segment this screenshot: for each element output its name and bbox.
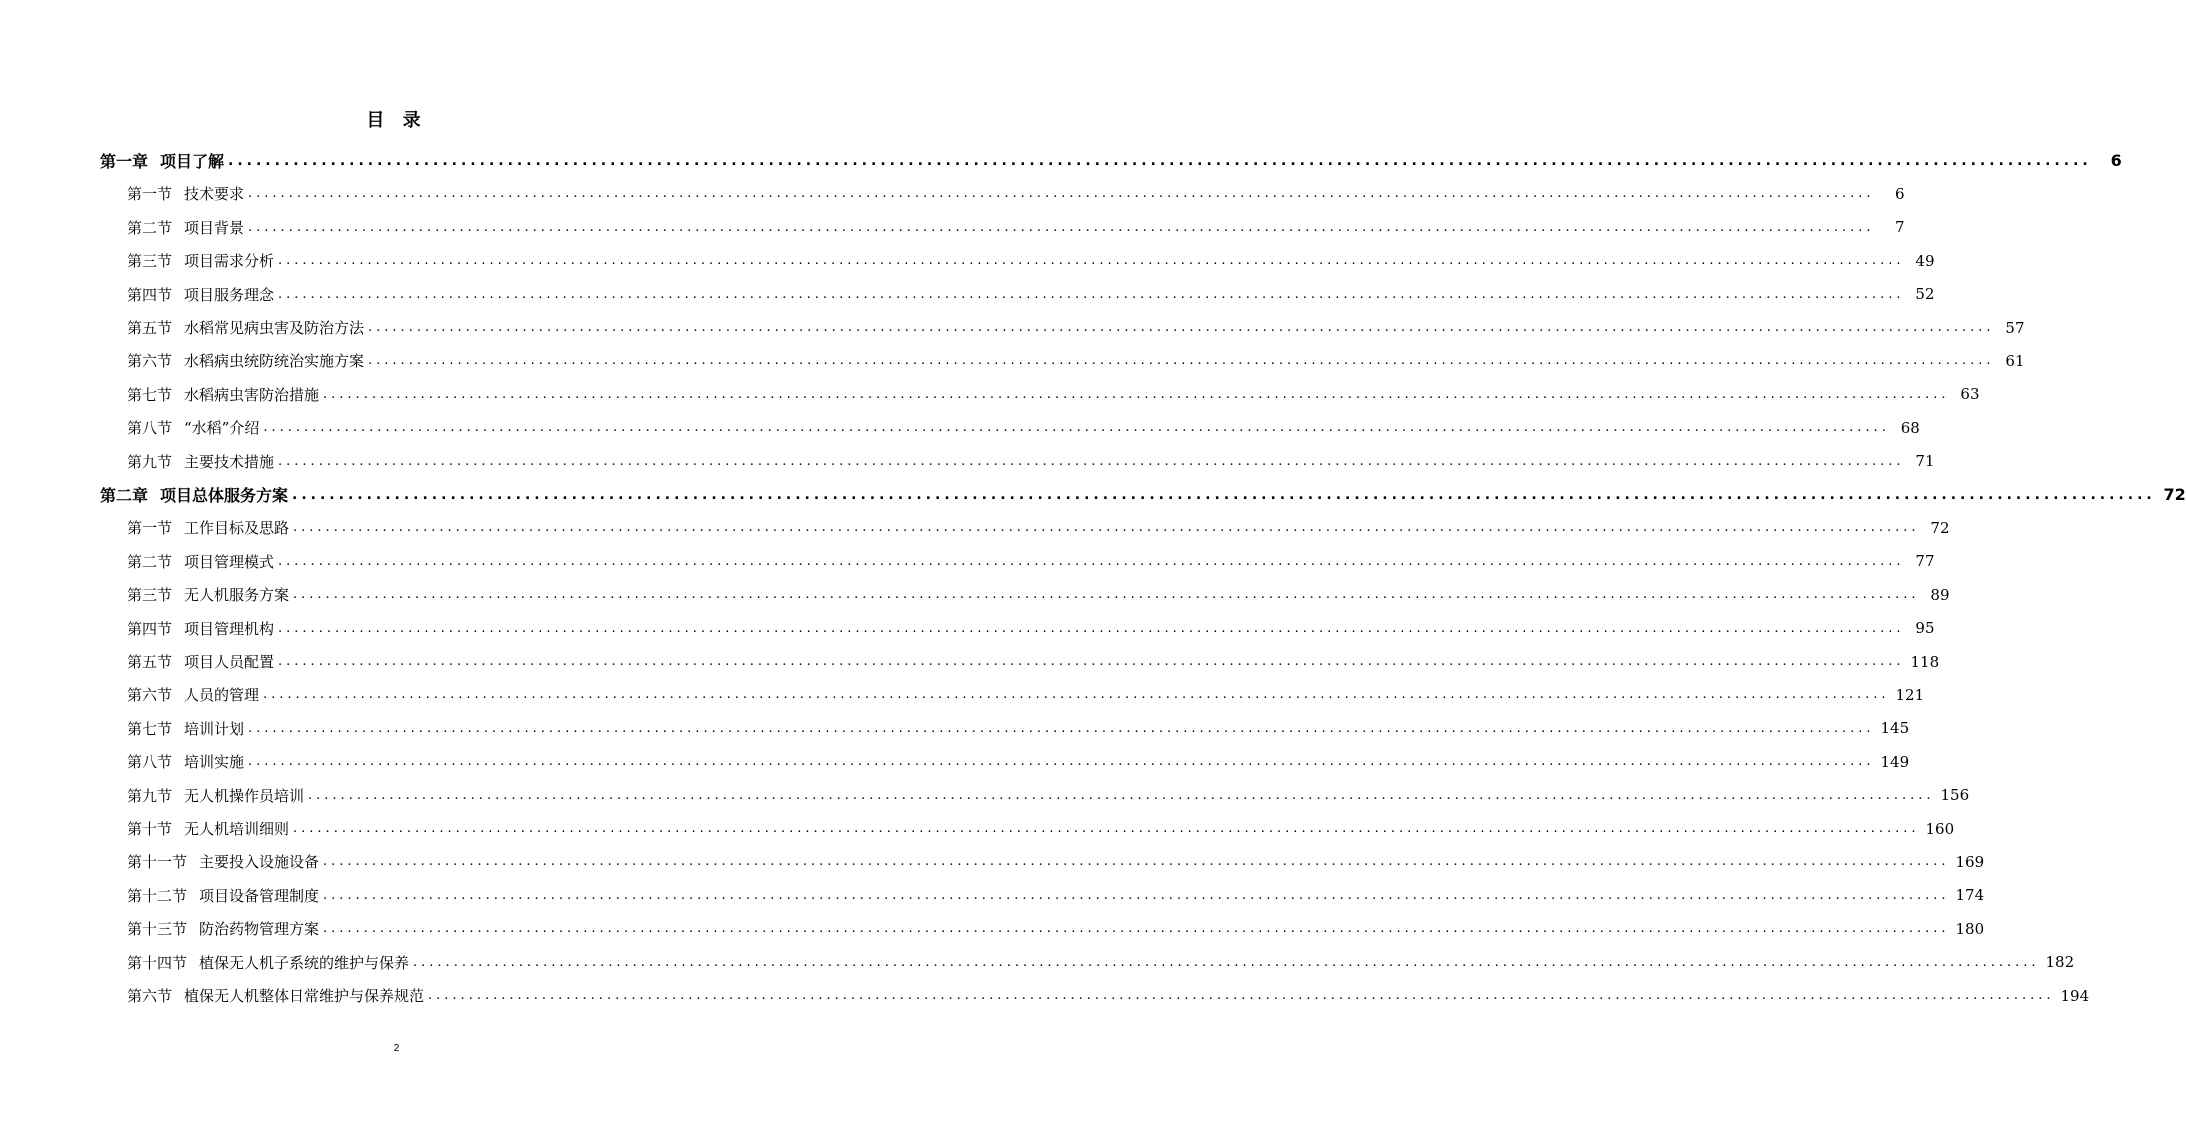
toc-dot-leader: ........................................................................................................................................................................................................	[293, 821, 1920, 836]
toc-entry-title: 主要投入设施设备	[199, 853, 320, 872]
toc-page-number: 49	[1915, 251, 1935, 270]
toc-page-number: 194	[2060, 986, 2090, 1005]
toc-entry-number: 第七节	[127, 719, 173, 738]
toc-section-entry[interactable]	[127, 645, 1940, 678]
toc-section-entry[interactable]	[127, 745, 1910, 778]
toc-entry-title: 项目管理模式	[184, 552, 275, 571]
toc-dot-leader: ........................................................................................................................................................................................................	[368, 353, 1995, 369]
toc-entry-number: 第十二节	[127, 886, 188, 905]
toc-entry-number: 第三节	[127, 252, 173, 271]
toc-section-entry[interactable]	[127, 211, 1905, 244]
toc-section-entry[interactable]	[127, 979, 2090, 1012]
toc-entry-title: 植保无人机整体日常维护与保养规范	[184, 987, 425, 1005]
toc-entry-number: 第一节	[127, 519, 173, 538]
toc-entry-title: 项目管理机构	[184, 619, 275, 638]
toc-section-entry[interactable]	[127, 545, 1935, 578]
toc-page-number: 182	[2045, 953, 2075, 972]
toc-entry-number: 第二节	[127, 552, 173, 571]
toc-entry-number: 第二节	[127, 218, 173, 237]
toc-page-number: 57	[2005, 318, 2025, 337]
toc-dot-leader: ........................................................................................................................................................................................................	[278, 253, 1905, 269]
toc-dot-leader: ........................................................................................................................................................................................................	[278, 286, 1905, 302]
toc-entry-number: 第八节	[127, 753, 173, 772]
toc-section-entry[interactable]	[127, 344, 2025, 377]
toc-page-number: 6	[1894, 184, 1905, 203]
toc-chapter-entry[interactable]	[100, 478, 2186, 511]
toc-section-entry[interactable]	[127, 678, 1925, 711]
toc-page-number: 156	[1940, 786, 1970, 805]
toc-section-entry[interactable]	[127, 812, 1955, 845]
toc-entry-number: 第九节	[127, 786, 173, 805]
toc-section-entry[interactable]	[127, 712, 1910, 745]
toc-entry-number: 第五节	[127, 319, 173, 337]
toc-page-number: 149	[1880, 752, 1910, 771]
toc-entry-title: “水稻”介绍	[184, 419, 260, 438]
toc-page-number: 89	[1930, 585, 1950, 604]
toc-entry-title: 植保无人机子系统的维护与保养	[199, 953, 410, 972]
toc-dot-leader: ........................................................................................................................................................................................................	[368, 320, 1995, 335]
toc-entry-number: 第十三节	[127, 920, 188, 939]
toc-entry-number: 第六节	[127, 987, 173, 1005]
toc-section-entry[interactable]	[127, 411, 1920, 444]
toc-entry-number: 第四节	[127, 619, 173, 638]
toc-section-entry[interactable]	[127, 278, 1935, 311]
toc-dot-leader: ........................................................................................................................................................................................................	[413, 954, 2040, 970]
toc-section-entry[interactable]	[127, 612, 1935, 645]
toc-entry-title: 无人机服务方案	[184, 586, 290, 605]
toc-section-entry[interactable]	[127, 578, 1950, 611]
toc-dot-leader: ........................................................................................................................................................................................................	[428, 988, 2055, 1003]
page-number: 2	[393, 1043, 400, 1054]
toc-dot-leader: ........................................................................................................................................................................................................	[278, 553, 1905, 569]
toc-page-number: 77	[1915, 552, 1935, 571]
toc-dot-leader: ........................................................................................................................................................................................................	[308, 787, 1935, 803]
toc-entry-number: 第一章	[100, 152, 149, 171]
toc-entry-title: 项目了解	[160, 152, 225, 171]
toc-dot-leader: ........................................................................................................................................................................................................	[263, 420, 1890, 436]
toc-section-entry[interactable]	[127, 244, 1935, 277]
toc-entry-number: 第五节	[127, 653, 173, 671]
toc-entry-number: 第十节	[127, 820, 173, 838]
toc-dot-leader: ........................................................................................................................................................................................................	[293, 587, 1920, 603]
toc-section-entry[interactable]	[127, 511, 1950, 544]
toc-dot-leader: ........................................................................................................................................................................................................	[278, 654, 1905, 669]
toc-entry-title: 项目人员配置	[184, 653, 275, 671]
toc-entry-title: 项目服务理念	[184, 285, 275, 304]
toc-entry-title: 项目背景	[184, 218, 245, 237]
toc-entry-title: 人员的管理	[184, 686, 260, 705]
toc-section-entry[interactable]	[127, 912, 1985, 945]
toc-chapter-entry[interactable]	[100, 144, 2122, 177]
toc-entry-title: 水稻病虫统防统治实施方案	[184, 352, 365, 371]
toc-entry-number: 第六节	[127, 686, 173, 705]
toc-entry-title: 项目总体服务方案	[160, 486, 289, 505]
toc-entry-title: 项目设备管理制度	[199, 886, 320, 905]
toc-section-entry[interactable]	[127, 946, 2075, 979]
toc-page-number: 95	[1915, 619, 1935, 638]
toc-entry-title: 无人机培训细则	[184, 820, 290, 838]
toc-section-entry[interactable]	[127, 445, 1935, 478]
toc-entry-title: 水稻病虫害防治措施	[184, 385, 320, 404]
toc-page-number: 6	[2110, 151, 2122, 170]
toc-entry-number: 第二章	[100, 486, 149, 505]
toc-section-entry[interactable]	[127, 177, 1905, 210]
toc-page-number: 52	[1915, 285, 1935, 304]
toc-dot-leader: ........................................................................................................................................................................................................	[263, 687, 1890, 703]
toc-dot-leader: ........................................................................................................................................................................................................	[248, 720, 1875, 736]
toc-section-entry[interactable]	[127, 845, 1985, 878]
toc-dot-leader: ........................................................................................................................................................................................................	[323, 887, 1950, 903]
toc-entry-number: 第十四节	[127, 953, 188, 972]
toc-page-number: 61	[2005, 351, 2025, 370]
toc-page-number: 63	[1960, 385, 1980, 404]
toc-entry-title: 技术要求	[184, 185, 245, 204]
toc-section-entry[interactable]	[127, 378, 1980, 411]
toc-entry-number: 第六节	[127, 352, 173, 371]
toc-entry-title: 主要技术措施	[184, 452, 275, 471]
toc-dot-leader: ........................................................................................................................................................................................................	[248, 219, 1875, 235]
toc-entry-title: 培训计划	[184, 719, 245, 738]
toc-page-number: 72	[2163, 485, 2186, 504]
toc-dot-leader: ........................................................................................................................................................................................................	[323, 386, 1950, 402]
toc-entry-title: 无人机操作员培训	[184, 786, 305, 805]
toc-dot-leader: ........................................................................................................................................................................................................	[248, 186, 1875, 202]
toc-page-number: 160	[1925, 819, 1955, 838]
toc-page-number: 72	[1930, 518, 1950, 537]
toc-entry-title: 防治药物管理方案	[199, 920, 320, 939]
toc-entry-number: 第九节	[127, 452, 173, 471]
toc-page-number: 180	[1955, 919, 1985, 938]
toc-page-number: 174	[1955, 886, 1985, 905]
toc-page-number: 68	[1900, 418, 1920, 437]
toc-dot-leader: ........................................................................................................................................................................................................	[248, 754, 1875, 770]
toc-entry-title: 培训实施	[184, 753, 245, 772]
toc-page-number: 169	[1955, 852, 1985, 871]
toc-page-number: 7	[1894, 218, 1905, 237]
toc-entry-number: 第八节	[127, 419, 173, 438]
toc-entry-number: 第一节	[127, 185, 173, 204]
toc-page-number: 121	[1895, 685, 1925, 704]
toc-section-entry[interactable]	[127, 311, 2025, 344]
toc-page-number: 145	[1880, 719, 1910, 738]
toc-section-entry[interactable]	[127, 879, 1985, 912]
toc-dot-leader: ........................................................................................................................................................................................................	[292, 486, 2156, 503]
toc-dot-leader: ........................................................................................................................................................................................................	[293, 520, 1920, 536]
toc-page-number: 71	[1915, 452, 1935, 471]
toc-dot-leader: ........................................................................................................................................................................................................	[278, 620, 1905, 636]
toc-section-entry[interactable]	[127, 779, 1970, 812]
toc-entry-title: 工作目标及思路	[184, 519, 290, 538]
toc-title: 目 录	[366, 110, 427, 131]
toc-entry-number: 第十一节	[127, 853, 188, 872]
toc-entry-number: 第四节	[127, 285, 173, 304]
toc-page-number: 118	[1910, 652, 1940, 671]
toc-dot-leader: ........................................................................................................................................................................................................	[278, 453, 1905, 469]
toc-dot-leader: ........................................................................................................................................................................................................	[323, 921, 1950, 937]
toc-dot-leader: ........................................................................................................................................................................................................	[228, 152, 2092, 169]
toc-dot-leader: ........................................................................................................................................................................................................	[323, 854, 1950, 870]
toc-entry-title: 水稻常见病虫害及防治方法	[184, 319, 365, 337]
toc-entry-number: 第七节	[127, 385, 173, 404]
toc-entry-title: 项目需求分析	[184, 252, 275, 271]
toc-entry-number: 第三节	[127, 586, 173, 605]
